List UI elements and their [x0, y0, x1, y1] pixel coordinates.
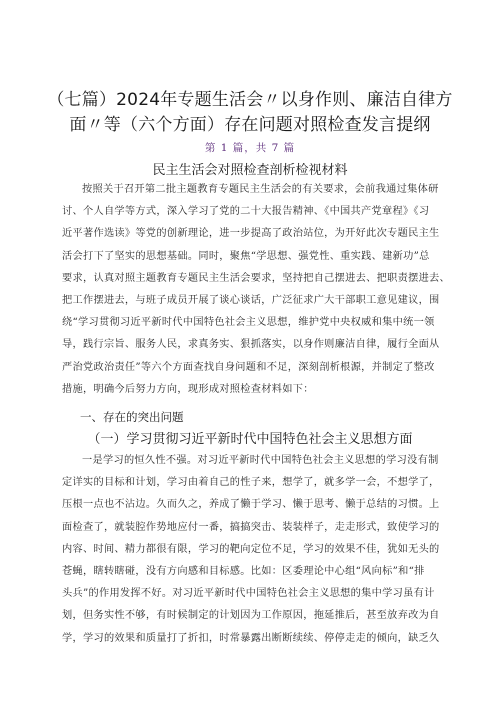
section-subtitle: 民主生活会对照检查剖析检视材料 [152, 163, 348, 178]
text-line: 压根一点也不沾边。久而久之，养成了懒于学习、懒于思考、懒于总结的习惯。上 [62, 499, 440, 511]
text-line: 把工作摆进去，与班子成员开展了谈心谈话，广泛征求广大干部职工意见建议，围 [62, 294, 440, 306]
text-line: 措施，明确今后努力方向，现形成对照检查材料如下： [62, 383, 314, 395]
text-line: 学，学习的效果和质量打了折扣，时常暴露出断断续续、停停走走的倾向，缺乏久 [62, 632, 440, 644]
text-line: 严治党政治责任”等六个方面查找自身问题和不足，深刻剖析根源，并制定了整改 [62, 361, 435, 373]
text-line: 一是学习的恒久性不强。对习近平新时代中国特色社会主义思想的学习没有制 [82, 455, 439, 466]
document-title [40, 88, 460, 138]
paragraph-study [62, 450, 460, 650]
text-line: 苍蝇，瞎转瞎碰，没有方向感和目标感。比如：区委理论中心组“风向标”和“排 [62, 565, 425, 577]
paragraph-intro [62, 179, 460, 401]
text-line: 绕“学习贯彻习近平新时代中国特色社会主义思想，维护党中央权威和集中统一领 [62, 317, 435, 329]
text-line: 定详实的目标和计划，学习由着自己的性子来，想学了，就多学一会，不想学了， [62, 477, 440, 489]
text-line: 讨、个人自学等方式，深入学习了党的二十大报告精神、《中国共产党章程》《习 [62, 206, 430, 218]
text-line: 划，但务实性不够，有时候制定的计划因为工作原因，拖延推后，甚至放弃改为自 [62, 610, 440, 622]
text-line: 面检查了，就装腔作势地应付一番，搞搞突击、装装样子，走走形式，致使学习的 [62, 521, 440, 533]
text-line: 导，践行宗旨、服务人民，求真务实、狠抓落实，以身作则廉洁自律，履行全面从 [62, 339, 440, 351]
text-line: 内容、时间、精力都很有限，学习的靶向定位不足，学习的效果不佳，犹如无头的 [62, 543, 440, 555]
heading-level-1: 一、存在的突出问题 [80, 410, 184, 424]
text-line: 近平著作选读》等党的创新理论，进一步提高了政治站位，为开好此次专题民主生 [62, 228, 440, 240]
title-line: （七篇）2024年专题生活会〃以身作则、廉洁自律方 [47, 90, 453, 110]
text-line: 要求，认真对照主题教育专题民主生活会要求，坚持把自己摆进去、把职责摆进去、 [62, 272, 451, 284]
text-line: 头兵”的作用发挥不好。对习近平新时代中国特色社会主义思想的集中学习虽有计 [62, 588, 435, 600]
chapter-indicator: 第 1 篇，共 7 篇 [204, 142, 296, 154]
heading-level-2: （一）学习贯彻习近平新时代中国特色社会主义思想方面 [87, 432, 413, 447]
text-line: 活会打下了坚实的思想基础。同时，聚焦“学思想、强党性、重实践、建新功”总 [62, 250, 430, 262]
title-line: 面〃等（六个方面）存在问题对照检查发言提纲 [69, 115, 431, 135]
text-line: 按照关于召开第二批主题教育专题民主生活会的有关要求，会前我通过集体研 [82, 184, 439, 195]
